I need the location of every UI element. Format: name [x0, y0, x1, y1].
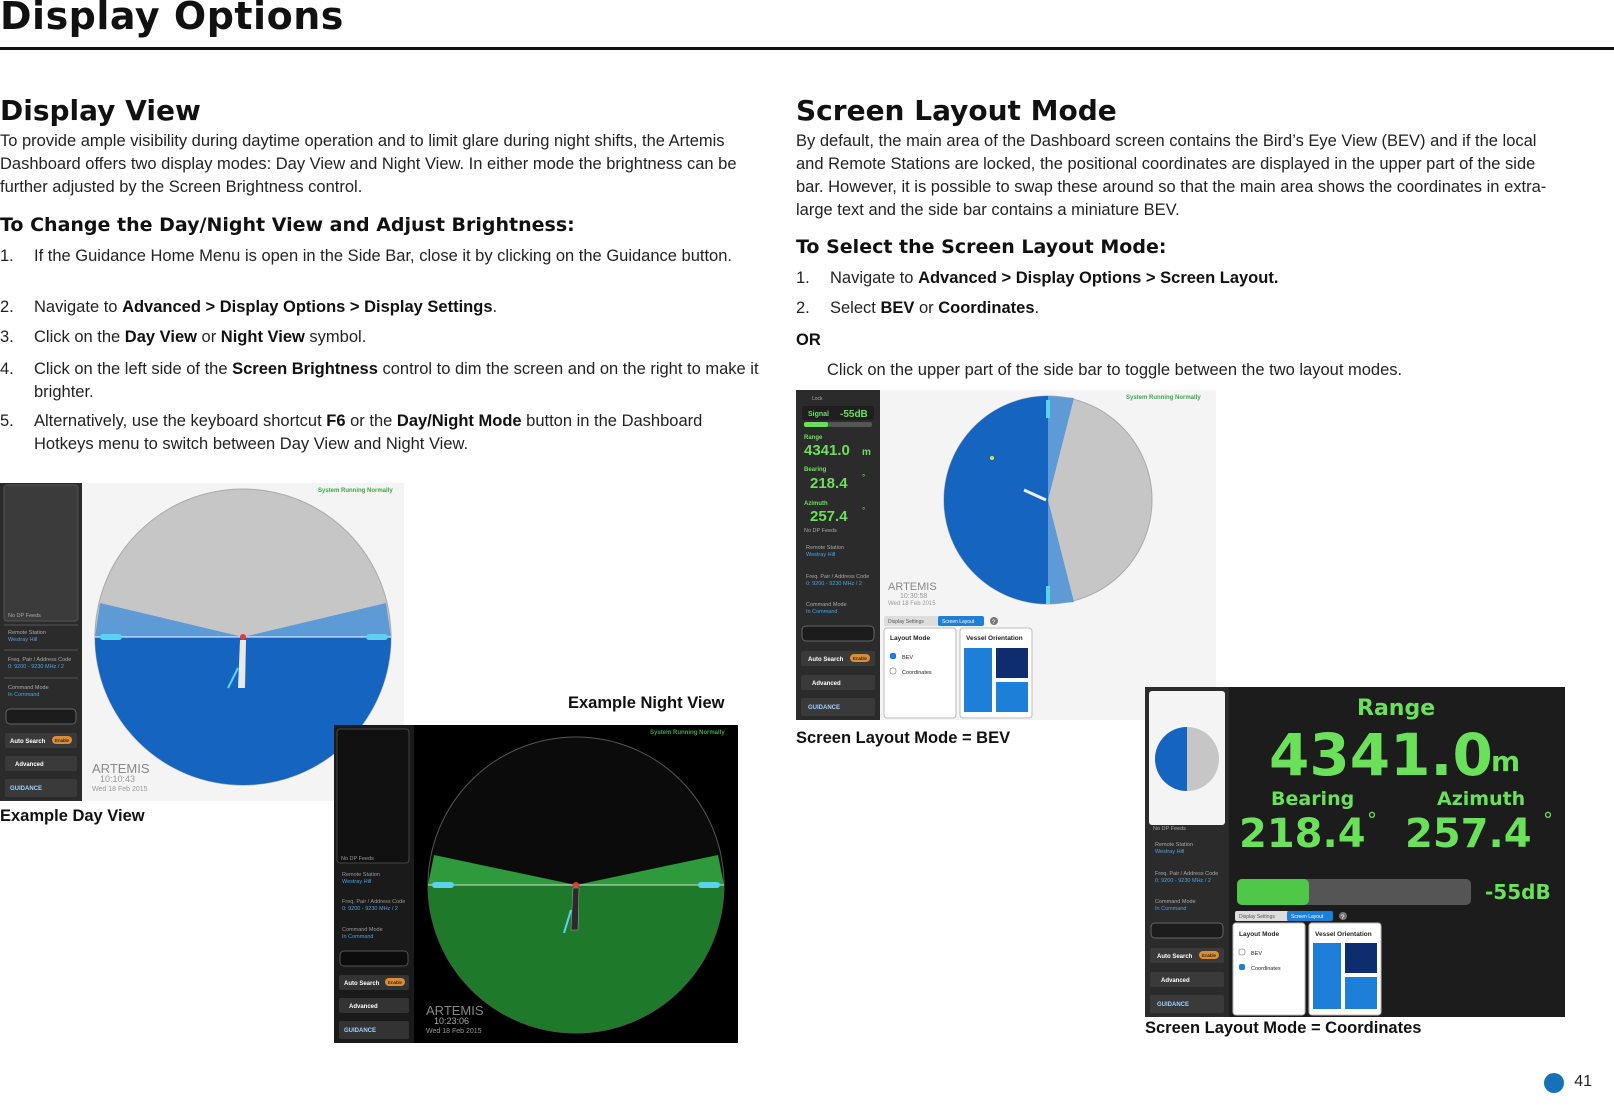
svg-text:No DP Feeds: No DP Feeds	[804, 528, 837, 534]
svg-text:In Command: In Command	[8, 692, 40, 698]
svg-text:Range: Range	[804, 435, 823, 441]
svg-text:Wed 18 Feb 2015: Wed 18 Feb 2015	[92, 786, 148, 793]
svg-text:?: ?	[1341, 915, 1345, 921]
svg-text:10:23:06: 10:23:06	[434, 1016, 470, 1026]
bev-layout-screenshot	[796, 390, 1216, 720]
day-view-caption: Example Day View	[0, 807, 145, 825]
step-number: 1.	[796, 269, 810, 287]
svg-text:Signal: Signal	[808, 411, 830, 418]
svg-text:Freq. Pair / Address Code: Freq. Pair / Address Code	[342, 899, 406, 905]
step-text: Navigate to	[830, 269, 919, 287]
step-text: or	[914, 299, 939, 317]
step-text: Alternatively, use the keyboard shortcut	[34, 412, 327, 430]
svg-text:Enable: Enable	[1202, 953, 1217, 958]
svg-text:Advanced: Advanced	[812, 681, 841, 687]
svg-text:Advanced: Advanced	[1161, 978, 1190, 984]
screen-layout-title: Screen Layout Mode	[796, 94, 1117, 127]
title-rule	[0, 47, 1614, 50]
step-emphasis: Advanced > Display Options > Screen Layout.	[918, 269, 1279, 287]
step-emphasis: F6	[326, 412, 346, 430]
svg-text:10:10:43: 10:10:43	[100, 774, 136, 784]
svg-text:257.4: 257.4	[1405, 811, 1532, 857]
screen-layout-intro: By default, the main area of the Dashboard screen contains the Bird’s Eye View (BEV) and if the local and Remote Stations are locked, the positional coordinates are displayed in the upper part of the side bar. However, it is possible to swap these around so that the main area shows the coordinates in extra-large text and the side bar contains a miniature BEV.	[796, 132, 1547, 219]
step-list-item	[0, 296, 760, 319]
svg-text:ARTEMIS: ARTEMIS	[92, 761, 150, 776]
page-number-dot	[1544, 1073, 1564, 1093]
or-label: OR	[796, 331, 821, 349]
svg-text:Enable: Enable	[55, 738, 70, 743]
step-text: control to dim the screen and on the right to make it brighter.	[34, 360, 759, 401]
svg-text:Auto Search: Auto Search	[344, 981, 380, 987]
night-view-caption: Example Night View	[568, 694, 725, 712]
svg-text:Freq. Pair / Address Code: Freq. Pair / Address Code	[8, 657, 72, 663]
svg-text:Westray Hill: Westray Hill	[806, 552, 836, 558]
svg-text:Wed 18 Feb 2015: Wed 18 Feb 2015	[426, 1028, 482, 1035]
page-number: 41	[1574, 1073, 1592, 1090]
svg-text:Screen Layout: Screen Layout	[942, 619, 975, 625]
step-text: or the	[345, 412, 397, 430]
step-emphasis: Advanced > Display Options > Display Settings	[122, 298, 493, 316]
svg-text:Range: Range	[1357, 696, 1436, 721]
svg-text:4341.0: 4341.0	[1269, 721, 1493, 789]
svg-text:Freq. Pair / Address Code: Freq. Pair / Address Code	[806, 574, 870, 580]
display-view-intro: To provide ample visibility during daytime operation and to limit glare during night shifts, the Artemis Dashboard offers two display modes: Day View and Night View. In either mode the brightness can be further adjusted by the Screen Brightness control.	[0, 132, 737, 196]
svg-text:ARTEMIS: ARTEMIS	[888, 581, 937, 593]
svg-text:Display Settings: Display Settings	[1239, 914, 1275, 920]
svg-text:Lock: Lock	[812, 396, 823, 402]
step-text: symbol.	[304, 328, 367, 346]
svg-text:System Running Normally: System Running Normally	[1126, 395, 1201, 401]
svg-text:Auto Search: Auto Search	[1157, 954, 1193, 960]
svg-text:ARTEMIS: ARTEMIS	[426, 1003, 484, 1018]
svg-text:Remote Station: Remote Station	[1155, 842, 1193, 848]
step-emphasis: Day View	[124, 328, 197, 346]
bev-caption: Screen Layout Mode = BEV	[796, 729, 1011, 747]
svg-text:No DP Feeds: No DP Feeds	[1153, 826, 1186, 832]
svg-text:Command Mode: Command Mode	[342, 927, 383, 933]
step-text: Select	[830, 299, 881, 317]
svg-text:Command Mode: Command Mode	[1155, 899, 1196, 905]
svg-text:Command Mode: Command Mode	[8, 685, 49, 691]
svg-text:Screen Layout: Screen Layout	[1291, 914, 1324, 920]
step-text: .	[1034, 299, 1040, 317]
step-emphasis: BEV	[880, 299, 915, 317]
svg-text:BEV: BEV	[1251, 951, 1263, 957]
svg-text:°: °	[862, 506, 866, 515]
svg-text:Enable: Enable	[388, 980, 403, 985]
svg-text:In Command: In Command	[1155, 906, 1187, 912]
svg-text:Advanced: Advanced	[15, 762, 44, 768]
svg-text:m: m	[862, 447, 871, 458]
svg-text:Westray Hill: Westray Hill	[342, 879, 372, 885]
step-text: Click on the left side of the	[34, 360, 233, 378]
step-list-item	[0, 358, 760, 404]
svg-text:-55dB: -55dB	[840, 409, 868, 420]
svg-text:In Command: In Command	[806, 609, 838, 615]
step-text: Click on the	[34, 328, 125, 346]
step-text: If the Guidance Home Menu is open in the Side Bar, close it by clicking on the Guidance button.	[34, 247, 732, 265]
day-night-procedure-title: To Change the Day/Night View and Adjust Brightness:	[0, 214, 575, 236]
svg-text:Display Settings: Display Settings	[888, 619, 924, 625]
svg-text:Auto Search: Auto Search	[10, 739, 46, 745]
step-text: Navigate to	[34, 298, 123, 316]
svg-text:GUIDANCE: GUIDANCE	[344, 1028, 377, 1034]
page-title: Display Options	[0, 0, 344, 38]
step-list-item	[0, 326, 760, 349]
night-view-screenshot	[334, 725, 738, 1043]
svg-text:?: ?	[992, 620, 996, 626]
svg-text:System Running Normally: System Running Normally	[650, 730, 725, 736]
svg-text:No DP Feeds: No DP Feeds	[341, 856, 374, 862]
svg-text:Coordinates: Coordinates	[902, 670, 932, 676]
svg-text:GUIDANCE: GUIDANCE	[808, 705, 841, 711]
svg-text:0: 9200 - 9230 MHz / 2: 0: 9200 - 9230 MHz / 2	[342, 906, 398, 912]
svg-text:4341.0: 4341.0	[804, 442, 850, 459]
coordinates-layout-screenshot	[1145, 687, 1565, 1017]
svg-text:°: °	[1367, 808, 1377, 832]
display-view-title: Display View	[0, 94, 201, 127]
svg-text:257.4: 257.4	[810, 508, 848, 525]
svg-text:Bearing: Bearing	[804, 467, 827, 473]
step-text: .	[492, 298, 498, 316]
svg-text:10:30:58: 10:30:58	[900, 593, 928, 600]
svg-text:Westray Hill: Westray Hill	[1155, 849, 1185, 855]
svg-text:BEV: BEV	[902, 655, 914, 661]
svg-text:Azimuth: Azimuth	[804, 501, 828, 507]
brightness-control[interactable]	[6, 709, 76, 724]
step-number: 4.	[0, 360, 14, 378]
svg-text:GUIDANCE: GUIDANCE	[1157, 1002, 1190, 1008]
svg-text:Remote Station: Remote Station	[8, 630, 46, 636]
svg-text:GUIDANCE: GUIDANCE	[10, 786, 43, 792]
step-emphasis: Day/Night Mode	[396, 412, 522, 430]
svg-text:°: °	[1543, 808, 1553, 832]
status-text: System Running Normally	[318, 488, 393, 494]
svg-text:Azimuth: Azimuth	[1437, 788, 1526, 810]
svg-text:0: 9200 - 9230 MHz / 2: 0: 9200 - 9230 MHz / 2	[806, 581, 862, 587]
svg-text:Vessel Orientation: Vessel Orientation	[966, 635, 1023, 642]
svg-text:Enable: Enable	[853, 656, 868, 661]
svg-text:0: 9200 - 9230 MHz / 2: 0: 9200 - 9230 MHz / 2	[1155, 878, 1211, 884]
step-text: or	[196, 328, 221, 346]
svg-text:Wed 18 Feb 2015: Wed 18 Feb 2015	[888, 601, 936, 607]
svg-text:Layout Mode: Layout Mode	[1239, 931, 1280, 938]
svg-text:Auto Search: Auto Search	[808, 657, 844, 663]
no-dp-feeds-label: No DP Feeds	[8, 613, 41, 619]
svg-text:Bearing: Bearing	[1271, 788, 1355, 810]
step-emphasis: Screen Brightness	[232, 360, 378, 378]
svg-text:218.4: 218.4	[810, 475, 848, 492]
svg-text:-55dB: -55dB	[1485, 880, 1551, 904]
screen-layout-procedure-title: To Select the Screen Layout Mode:	[796, 236, 1167, 258]
step-number: 2.	[0, 298, 14, 316]
svg-text:Remote Station: Remote Station	[342, 872, 380, 878]
svg-text:Coordinates: Coordinates	[1251, 966, 1281, 972]
svg-text:Advanced: Advanced	[349, 1004, 378, 1010]
step-number: 2.	[796, 299, 810, 317]
svg-text:218.4: 218.4	[1239, 811, 1366, 857]
coordinates-caption: Screen Layout Mode = Coordinates	[1145, 1019, 1422, 1037]
svg-text:m: m	[1491, 745, 1521, 778]
svg-text:In Command: In Command	[342, 934, 374, 940]
step-emphasis: Coordinates	[938, 299, 1035, 317]
svg-text:Remote Station: Remote Station	[806, 545, 844, 551]
svg-text:0: 9200 - 9230 MHz / 2: 0: 9200 - 9230 MHz / 2	[8, 664, 64, 670]
svg-text:°: °	[862, 473, 866, 482]
step-list-item	[0, 410, 760, 456]
step-number: 3.	[0, 328, 14, 346]
step-text: button in the Dashboard Hotkeys menu to switch between Day View and Night View.	[34, 412, 703, 453]
svg-text:Westray Hill: Westray Hill	[8, 637, 38, 643]
step-emphasis: Night View	[220, 328, 305, 346]
step-number: 1.	[0, 247, 14, 265]
step-list-item	[0, 245, 760, 268]
step-list-item	[796, 297, 1566, 320]
step-list-item	[796, 267, 1566, 290]
svg-text:Vessel Orientation: Vessel Orientation	[1315, 931, 1372, 938]
svg-text:Freq. Pair / Address Code: Freq. Pair / Address Code	[1155, 871, 1219, 877]
step-number: 5.	[0, 412, 14, 430]
svg-text:Layout Mode: Layout Mode	[890, 635, 931, 642]
or-text: Click on the upper part of the side bar to toggle between the two layout modes.	[827, 361, 1403, 379]
svg-text:Command Mode: Command Mode	[806, 602, 847, 608]
